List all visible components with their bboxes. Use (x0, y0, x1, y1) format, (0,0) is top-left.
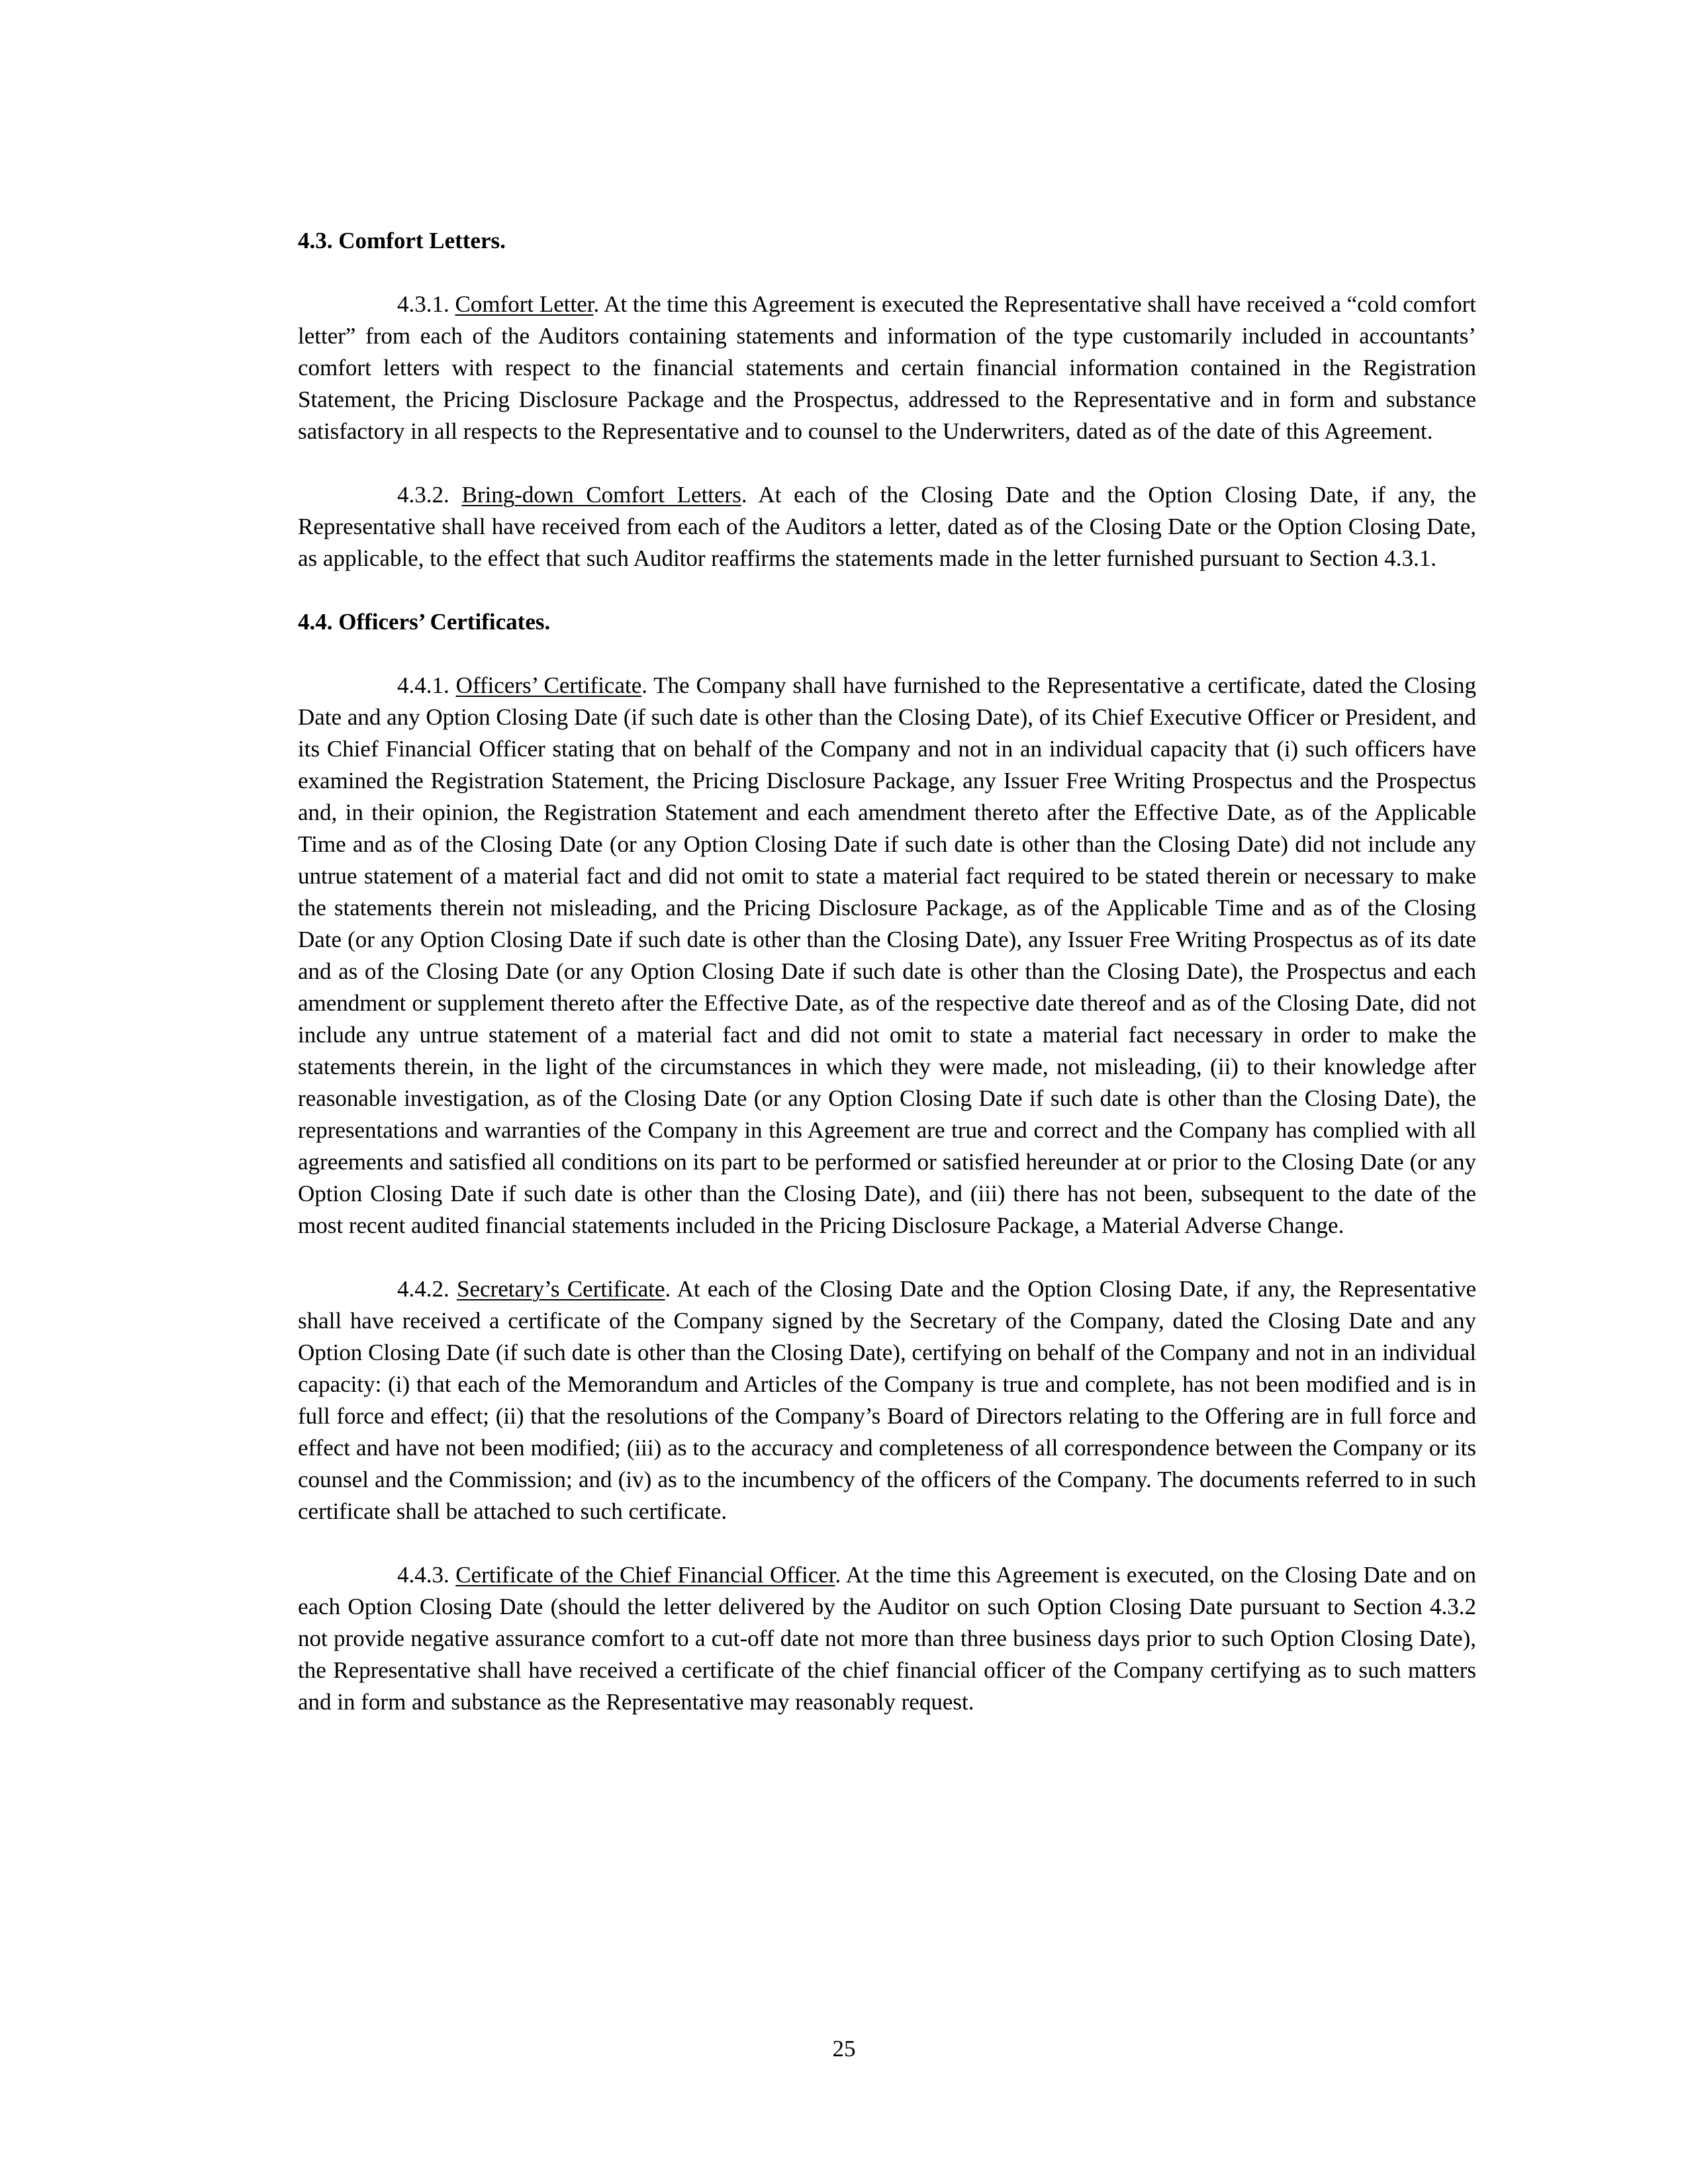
paragraph-number: 4.3.2. (397, 482, 449, 508)
paragraph-body: . At the time this Agreement is executed, on the Closing Date and on each Option Closing Date (should the letter delivered by the Auditor on such Option Closing Date pursuant to Section 4.3.2 not provide negative assurance comfort to a cut-off date not more than three business days prior to such Option Closing Date), the Representative shall have received a certificate of the chief financial officer of the Company certifying as to such matters and in form and substance as the Representative may reasonably request. (298, 1562, 1477, 1715)
paragraph-title: Certificate of the Chief Financial Officer (455, 1562, 835, 1588)
paragraph-title: Bring-down Comfort Letters (461, 482, 741, 508)
paragraph-number: 4.3.1. (397, 291, 449, 317)
paragraph-title: Officers’ Certificate (455, 672, 642, 698)
paragraph-body: . At the time this Agreement is executed the Representative shall have received a “cold comfort letter” from each of the Auditors containing statements and information of the type customarily included in accountants’ comfort letters with respect to the financial statements and certain financial information contained in the Registration Statement, the Pricing Disclosure Package and the Prospectus, addressed to the Representative and in form and substance satisfactory in all respects to the Representative and to counsel to the Underwriters, dated as of the date of this Agreement. (298, 291, 1476, 444)
paragraph-title: Comfort Letter (455, 291, 594, 317)
paragraph-body: . The Company shall have furnished to the Representative a certificate, dated the Closing Date and any Option Closing Date (if such date is other than the Closing Date), of its Chief Executive Officer or President, and its Chief Financial Officer stating that on behalf of the Company and not in an individual capacity that (i) such officers have examined the Registration Statement, the Pricing Disclosure Package, any Issuer Free Writing Prospectus and the Prospectus and, in their opinion, the Registration Statement and each amendment thereto after the Effective Date, as of the Applicable Time and as of the Closing Date (or any Option Closing Date if such date is other than the Closing Date) did not include any untrue statement of a material fact and did not omit to state a material fact required to be stated therein or necessary to make the statements therein not misleading, and the Pricing Disclosure Package, as of the Applicable Time and as of the Closing Date (or any Option Closing Date if such date is other than the Closing Date), any Issuer Free Writing Prospectus as of its date and as of the Closing Date (or any Option Closing Date if such date is other than the Closing Date), the Prospectus and each amendment or supplement thereto after the Effective Date, as of the respective date thereof and as of the Closing Date, did not include any untrue statement of a material fact and did not omit to state a material fact necessary in order to make the statements therein, in the light of the circumstances in which they were made, not misleading, (ii) to their knowledge after reasonable investigation, as of the Closing Date (or any Option Closing Date if such date is other than the Closing Date), the representations and warranties of the Company in this Agreement are true and correct and the Company has complied with all agreements and satisfied all conditions on its part to be performed or satisfied hereunder at or prior to the Closing Date (or any Option Closing Date if such date is other than the Closing Date), and (iii) there has not been, subsequent to the date of the most recent audited financial statements included in the Pricing Disclosure Package, a Material Adverse Change. (298, 672, 1477, 1238)
spacer (298, 1527, 1476, 1559)
paragraph-title: Secretary’s Certificate (457, 1276, 665, 1302)
paragraph-body: . At each of the Closing Date and the Option Closing Date, if any, the Representative shall have received a certificate of the Company signed by the Secretary of the Company, dated the Closing Date and any Option Closing Date (if such date is other than the Closing Date), certifying on behalf of the Company and not in an individual capacity: (i) that each of the Memorandum and Articles of the Company is true and complete, has not been modified and is in full force and effect; (ii) that the resolutions of the Company’s Board of Directors relating to the Offering are in full force and effect and have not been modified; (iii) as to the accuracy and completeness of all correspondence between the Company or its counsel and the Commission; and (iv) as to the incumbency of the officers of the Company. The documents referred to in such certificate shall be attached to such certificate. (298, 1276, 1477, 1524)
paragraph-number: 4.4.1. (397, 672, 449, 698)
spacer (298, 257, 1476, 289)
paragraph-body: . At each of the Closing Date and the Option Closing Date, if any, the Representative shall have received from each of the Auditors a letter, dated as of the Closing Date or the Option Closing Date, as applicable, to the effect that such Auditor reaffirms the statements made in the letter furnished pursuant to Section 4.3.1. (298, 482, 1476, 571)
paragraph-4-3-2 (298, 479, 1476, 574)
paragraph-4-4-2 (298, 1273, 1476, 1527)
spacer (298, 1242, 1476, 1273)
paragraph-number: 4.4.3. (397, 1562, 449, 1588)
spacer (298, 638, 1476, 670)
paragraph-4-4-3 (298, 1559, 1476, 1718)
page-number: 25 (832, 2036, 856, 2062)
paragraph-4-4-1 (298, 670, 1476, 1242)
paragraph-4-3-1 (298, 289, 1476, 447)
section-heading-4-3: 4.3. Comfort Letters. (298, 228, 506, 253)
spacer (298, 447, 1476, 479)
spacer (298, 574, 1476, 606)
paragraph-number: 4.4.2. (397, 1276, 449, 1302)
document-page (298, 225, 1476, 1718)
section-heading-4-4: 4.4. Officers’ Certificates. (298, 609, 551, 635)
